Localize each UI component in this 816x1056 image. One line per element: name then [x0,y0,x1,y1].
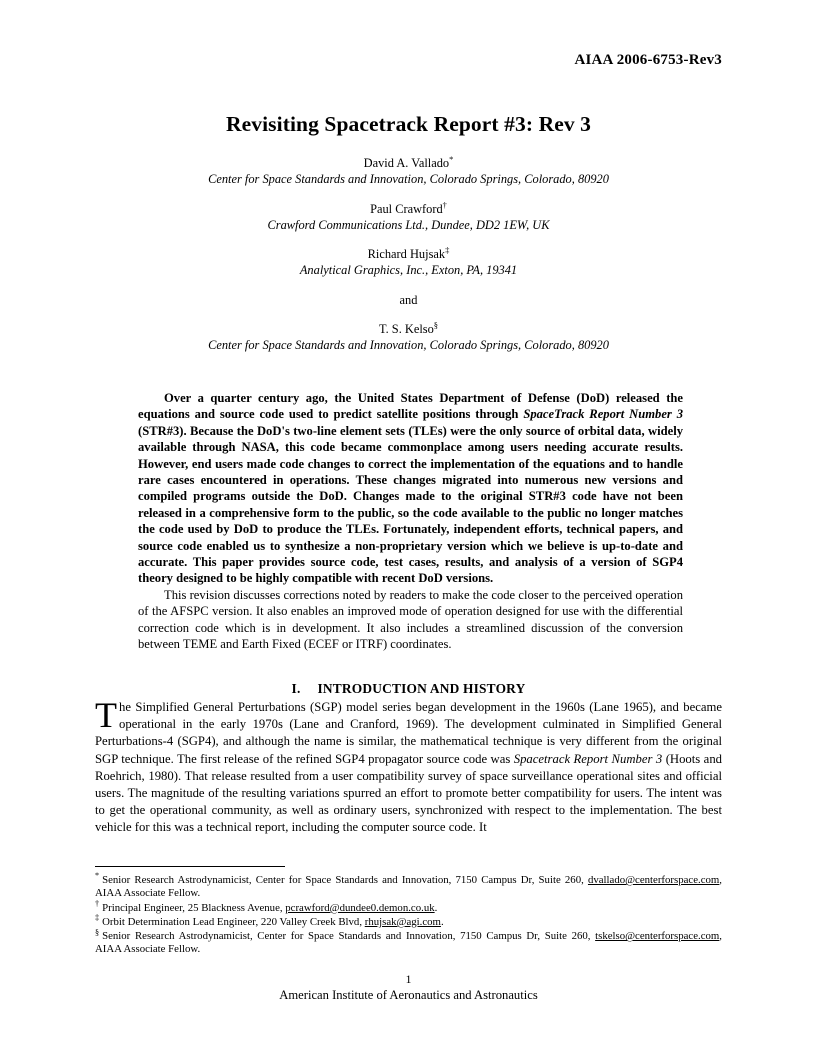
footnote-text-4a: Senior Research Astrodynamicist, Center for Space Standards and Innovation, 7150 Campus Dr, Suite 260, [102,930,596,943]
page-number: 1 [405,972,412,986]
author-footnote-mark-2: † [442,199,447,210]
abstract-text-b: (STR#3). Because the DoD's two-line element sets (TLEs) were the only source of orbital data, widely available through NASA, this code became commonplace among users needing accurate results. However, end users made code changes to correct the implementation of the equations and to handle rare cases encountered in operations. These changes migrated into numerous new versions and compiled programs outside the DoD. Changes made to the original STR#3 code have not been released in a comprehensive form to the public, so the code available to the public no longer matches the code used by DoD to produce the TLEs. Fortunately, independent efforts, technical papers, and source code enabled us to synthesize a non-proprietary version which we believe is up-to-date and accurate. This paper provides source code, test cases, results, and analysis of a version of SGP4 theory designed to be highly compatible with recent DoD versions. [138,423,683,586]
footnote-text-3a: Orbit Determination Lead Engineer, 220 Valley Creek Blvd, [102,915,365,928]
footnote-text-3b: . [440,915,444,928]
author-footnote-mark-1: * [449,153,454,164]
section-heading [95,681,722,697]
author-entry-3 [95,246,722,279]
footnote-text-4b: , AIAA Associate Fellow. [95,930,722,956]
author-affiliation-4: Center for Space Standards and Innovation, Colorado Springs, Colorado, 80920 [208,338,609,353]
author-name-4 [95,321,722,337]
author-affiliation-2: Crawford Communications Ltd., Dundee, DD2 1EW, UK [267,217,550,232]
intro-text-a: he Simplified General Perturbations (SGP) model series began development in the 1960s (Lane 1965), and became operational in the early 1970s (Lane and Cranford, 1969). The development culminated in Simplified General Perturbations-4 (SGP4), and although the name is similar, the mathematical technique is very different from the original SGP technique. The first release of the refined SGP4 propagator source code was [95,700,722,766]
introduction-paragraph [95,695,723,837]
drop-cap: T [95,695,117,735]
abstract-paragraph-2: This revision discusses corrections noted by readers to make the code closer to the perceived operation of the AFSPC version. It also enables an improved mode of operation designed for use with the differential correction code which is in development. It also includes a streamlined discussion of the conversion between TEME and Earth Fixed (ECEF or ITRF) coordinates. [138,587,683,652]
footnote-text-2b: . [434,901,438,914]
footnote-text-2a: Principal Engineer, 25 Blackness Avenue, [102,901,286,914]
footnote-text-1b: , AIAA Associate Fellow. [95,874,722,900]
footnote-email-link-3[interactable]: rhujsak@agi.com [364,915,441,928]
footnote-email-link-1[interactable]: dvallado@centerforspace.com [587,874,720,886]
abstract-paragraph-1 [138,390,683,587]
footnote-3 [95,913,722,929]
footnote-symbol-3: ‡ [95,913,100,923]
introduction-body [95,695,723,837]
section-title: INTRODUCTION AND HISTORY [317,681,526,696]
author-separator: and [399,292,418,307]
abstract-emphasis: SpaceTrack Report Number 3 [523,407,684,422]
author-name-text-3: Richard Hujsak [367,247,446,262]
footnote-email-link-2[interactable]: pcrawford@dundee0.demon.co.uk [285,901,435,914]
intro-emphasis: Spacetrack Report Number 3 [513,751,663,766]
abstract [138,390,683,653]
footnote-4 [95,927,722,957]
author-affiliation-3: Analytical Graphics, Inc., Exton, PA, 19341 [299,263,518,278]
footnote-list [95,871,722,958]
author-entry-1 [95,155,722,188]
footnote-1 [95,871,722,901]
document-identifier: AIAA 2006-6753-Rev3 [574,52,722,68]
page-title: Revisiting Spacetrack Report #3: Rev 3 [225,112,592,137]
intro-text-b: (Hoots and Roehrich, 1980). That release resulted from a user compatibility survey of space surveillance operational sites and official users. The magnitude of the resulting variations spurred an effort to promote better compatibility for users. The intent was to get the operational community, as well as ordinary users, synchronized with respect to the implementation. The best vehicle for this was a technical report, including the computer source code. It [95,751,723,835]
author-entry-2 [95,201,722,234]
footnote-text-1a: Senior Research Astrodynamicist, Center for Space Standards and Innovation, 7150 Campus Dr, Suite 260, [102,874,588,886]
author-footnote-mark-3: ‡ [445,245,450,256]
author-entry-4 [95,321,722,354]
author-list [95,155,722,354]
author-name-text-4: T. S. Kelso [378,322,434,337]
footnote-email-link-4[interactable]: tskelso@centerforspace.com [595,930,720,943]
footnote-symbol-2: † [95,899,100,908]
footnote-symbol-1: * [95,871,100,881]
author-name-2 [95,201,722,217]
footnote-symbol-4: § [95,927,100,937]
author-name-1 [95,155,722,171]
author-name-text-2: Paul Crawford [370,201,443,216]
author-affiliation-1: Center for Space Standards and Innovation, Colorado Springs, Colorado, 80920 [208,172,609,187]
section-number: I. [291,681,301,696]
footnote-2 [95,899,722,915]
page-footer-organization: American Institute of Aeronautics and Astronautics [279,988,538,1002]
author-name-3 [95,246,722,262]
author-footnote-mark-4: § [433,319,439,330]
author-name-text-1: David A. Vallado [363,156,450,170]
abstract-text-a: Over a quarter century ago, the United States Department of Defense (DoD) released the equations and source code used to predict satellite positions through [138,391,683,422]
footnote-separator [95,866,285,867]
